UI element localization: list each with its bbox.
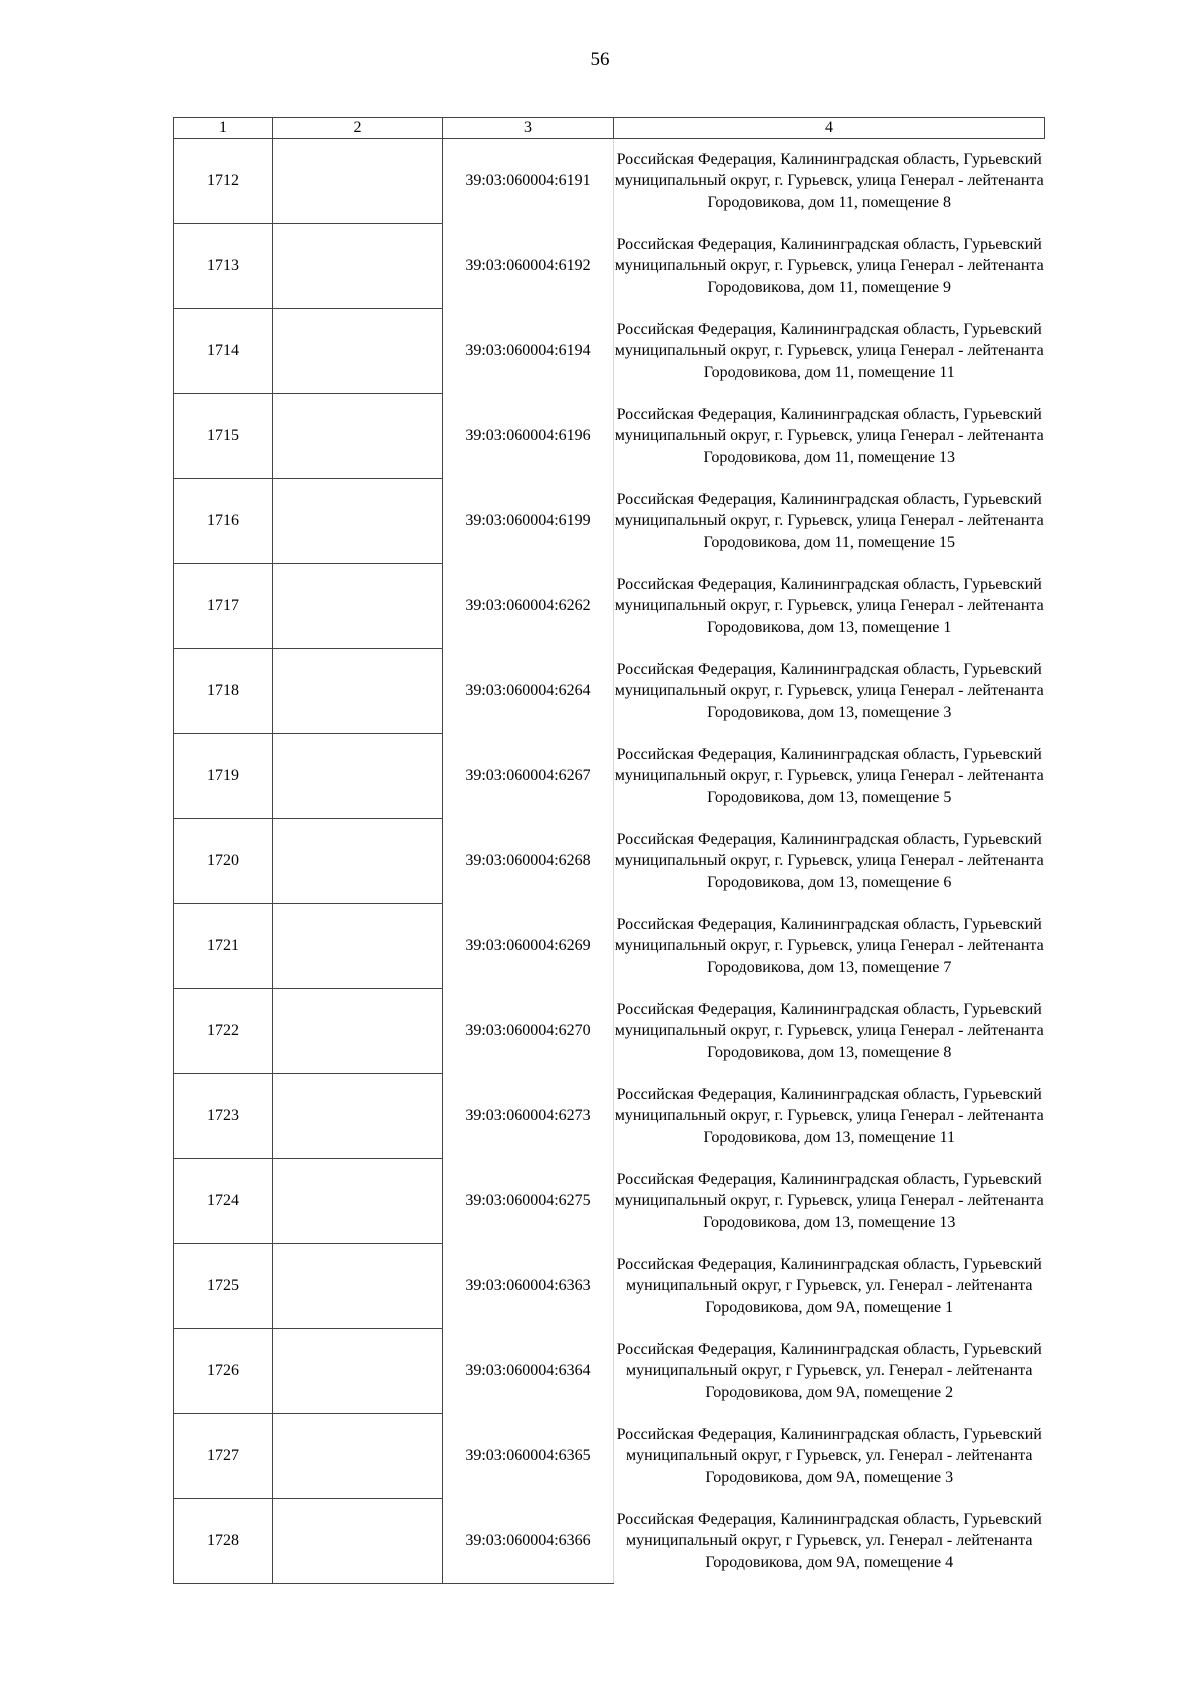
cadastral-number-cell: 39:03:060004:6267 [443,734,614,819]
row-number-cell: 1720 [174,819,273,904]
table-row [174,819,1045,904]
cadastral-number-cell: 39:03:060004:6364 [443,1329,614,1414]
column-2-cell [273,564,443,649]
column-2-cell [273,1414,443,1499]
address-cell: Российская Федерация, Калининградская область, Гурьевский муниципальный округ, г. Гурьевск, улица Генерал - лейтенанта Городовикова, дом 13, помещение 8 [614,1000,1044,1061]
header-col-4: 4 [614,118,1045,139]
table-row [174,139,1045,224]
table-row [174,989,1045,1074]
cadastral-number-cell: 39:03:060004:6192 [443,224,614,309]
address-cell: Российская Федерация, Калининградская область, Гурьевский муниципальный округ, г Гурьевск, ул. Генерал - лейтенанта Городовикова, дом 9А, помещение 3 [616,1425,1042,1486]
row-number-cell: 1714 [174,309,273,394]
table-row [174,309,1045,394]
address-cell: Российская Федерация, Калининградская область, Гурьевский муниципальный округ, г. Гурьевск, улица Генерал - лейтенанта Городовикова, дом 13, помещение 7 [614,915,1044,976]
row-number-cell: 1723 [174,1074,273,1159]
header-col-2: 2 [273,118,443,139]
address-cell: Российская Федерация, Калининградская область, Гурьевский муниципальный округ, г Гурьевск, ул. Генерал - лейтенанта Городовикова, дом 9А, помещение 4 [616,1510,1042,1571]
address-cell: Российская Федерация, Калининградская область, Гурьевский муниципальный округ, г. Гурьевск, улица Генерал - лейтенанта Городовикова, дом 11, помещение 13 [614,405,1044,466]
address-cell: Российская Федерация, Калининградская область, Гурьевский муниципальный округ, г Гурьевск, ул. Генерал - лейтенанта Городовикова, дом 9А, помещение 2 [616,1340,1042,1401]
cadastral-number-cell: 39:03:060004:6273 [443,1074,614,1159]
cadastral-number-cell: 39:03:060004:6194 [443,309,614,394]
header-row [174,118,1045,139]
column-2-cell [273,734,443,819]
row-number-cell: 1716 [174,479,273,564]
row-number-cell: 1722 [174,989,273,1074]
cadastral-number-cell: 39:03:060004:6366 [443,1499,614,1584]
table-row [174,1499,1045,1584]
row-number-cell: 1728 [174,1499,273,1584]
row-number-cell: 1712 [174,139,273,224]
address-cell: Российская Федерация, Калининградская область, Гурьевский муниципальный округ, г. Гурьевск, улица Генерал - лейтенанта Городовикова, дом 13, помещение 3 [614,660,1044,721]
cadastral-number-cell: 39:03:060004:6196 [443,394,614,479]
column-2-cell [273,394,443,479]
cadastral-number-cell: 39:03:060004:6270 [443,989,614,1074]
table-body [174,139,1045,1584]
cadastral-number-cell: 39:03:060004:6262 [443,564,614,649]
address-cell: Российская Федерация, Калининградская область, Гурьевский муниципальный округ, г Гурьевск, ул. Генерал - лейтенанта Городовикова, дом 9А, помещение 1 [616,1255,1042,1316]
address-cell: Российская Федерация, Калининградская область, Гурьевский муниципальный округ, г. Гурьевск, улица Генерал - лейтенанта Городовикова, дом 11, помещение 15 [614,490,1044,551]
table-row [174,734,1045,819]
header-col-3: 3 [443,118,614,139]
address-cell: Российская Федерация, Калининградская область, Гурьевский муниципальный округ, г. Гурьевск, улица Генерал - лейтенанта Городовикова, дом 13, помещение 11 [614,1085,1044,1146]
table-row [174,1414,1045,1499]
column-2-cell [273,1074,443,1159]
table-row [174,1329,1045,1414]
address-cell: Российская Федерация, Калининградская область, Гурьевский муниципальный округ, г. Гурьевск, улица Генерал - лейтенанта Городовикова, дом 11, помещение 8 [614,150,1044,212]
cadastral-number-cell: 39:03:060004:6264 [443,649,614,734]
registry-table [173,117,1045,1584]
column-2-cell [273,649,443,734]
address-cell: Российская Федерация, Калининградская область, Гурьевский муниципальный округ, г. Гурьевск, улица Генерал - лейтенанта Городовикова, дом 13, помещение 1 [614,575,1044,636]
table-row [174,904,1045,989]
row-number-cell: 1717 [174,564,273,649]
header-col-1: 1 [174,118,273,139]
table-row [174,1074,1045,1159]
row-number-cell: 1727 [174,1414,273,1499]
column-2-cell [273,989,443,1074]
column-2-cell [273,479,443,564]
column-2-cell [273,139,443,224]
row-number-cell: 1726 [174,1329,273,1414]
column-2-cell [273,1499,443,1584]
table-row [174,564,1045,649]
column-2-cell [273,1329,443,1414]
column-2-cell [273,904,443,989]
row-number-cell: 1721 [174,904,273,989]
table-row [174,224,1045,309]
row-number-cell: 1718 [174,649,273,734]
cadastral-number-cell: 39:03:060004:6365 [443,1414,614,1499]
row-number-cell: 1713 [174,224,273,309]
table-row [174,649,1045,734]
row-number-cell: 1725 [174,1244,273,1329]
row-number-cell: 1724 [174,1159,273,1244]
table-row [174,479,1045,564]
column-2-cell [273,1159,443,1244]
table-row [174,1244,1045,1329]
cadastral-number-cell: 39:03:060004:6269 [443,904,614,989]
row-number-cell: 1719 [174,734,273,819]
address-cell: Российская Федерация, Калининградская область, Гурьевский муниципальный округ, г. Гурьевск, улица Генерал - лейтенанта Городовикова, дом 13, помещение 5 [614,745,1044,806]
address-cell: Российская Федерация, Калининградская область, Гурьевский муниципальный округ, г. Гурьевск, улица Генерал - лейтенанта Городовикова, дом 11, помещение 9 [614,235,1044,296]
row-number-cell: 1715 [174,394,273,479]
page-number: 56 [590,49,610,70]
cadastral-number-cell: 39:03:060004:6275 [443,1159,614,1244]
cadastral-number-cell: 39:03:060004:6199 [443,479,614,564]
address-cell: Российская Федерация, Калининградская область, Гурьевский муниципальный округ, г. Гурьевск, улица Генерал - лейтенанта Городовикова, дом 13, помещение 13 [614,1170,1044,1231]
table-row [174,394,1045,479]
cadastral-number-cell: 39:03:060004:6268 [443,819,614,904]
cadastral-number-cell: 39:03:060004:6363 [443,1244,614,1329]
cadastral-number-cell: 39:03:060004:6191 [443,139,614,224]
column-2-cell [273,819,443,904]
column-2-cell [273,224,443,309]
address-cell: Российская Федерация, Калининградская область, Гурьевский муниципальный округ, г. Гурьевск, улица Генерал - лейтенанта Городовикова, дом 13, помещение 6 [614,830,1044,891]
column-2-cell [273,309,443,394]
address-cell: Российская Федерация, Калининградская область, Гурьевский муниципальный округ, г. Гурьевск, улица Генерал - лейтенанта Городовикова, дом 11, помещение 11 [614,320,1044,381]
table-row [174,1159,1045,1244]
column-2-cell [273,1244,443,1329]
